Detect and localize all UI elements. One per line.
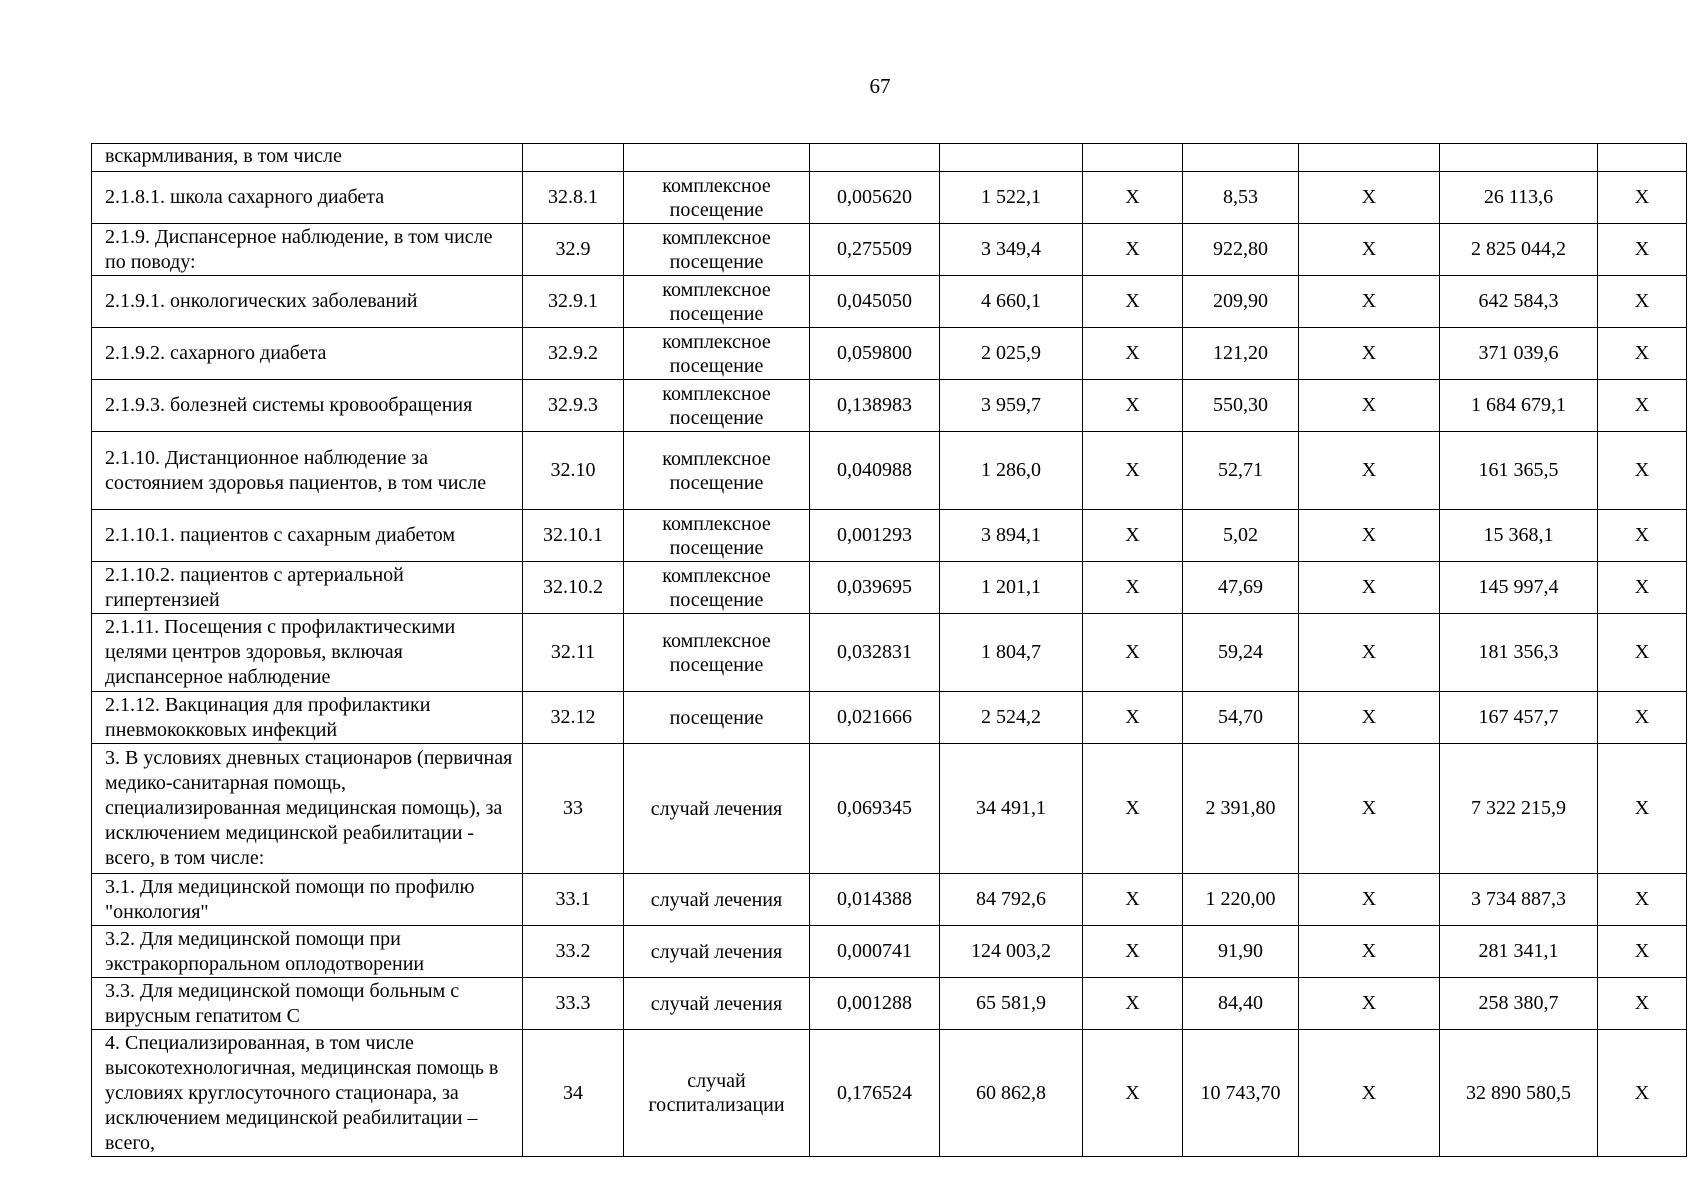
row-value-5: X xyxy=(1299,276,1440,328)
row-value-6: 2 825 044,2 xyxy=(1440,224,1598,276)
row-name: 3.2. Для медицинской помощи при экстракорпоральном оплодотворении xyxy=(92,926,523,978)
table-row xyxy=(92,328,1687,380)
row-code: 32.9.3 xyxy=(523,380,624,432)
table-row xyxy=(92,144,1687,172)
row-value-1: 0,045050 xyxy=(810,276,940,328)
table-row xyxy=(92,224,1687,276)
row-unit: комплексное посещение xyxy=(624,510,810,562)
row-value-1: 0,005620 xyxy=(810,172,940,224)
table-row xyxy=(92,744,1687,874)
row-name: 2.1.9.3. болезней системы кровообращения xyxy=(92,380,523,432)
row-name: 3.1. Для медицинской помощи по профилю "онкология" xyxy=(92,874,523,926)
row-value-5: X xyxy=(1299,978,1440,1030)
row-value-1: 0,001288 xyxy=(810,978,940,1030)
row-value-2: 2 524,2 xyxy=(940,692,1083,744)
row-value-7: X xyxy=(1598,276,1687,328)
row-value-3: X xyxy=(1083,172,1183,224)
row-code: 33.3 xyxy=(523,978,624,1030)
row-name: 2.1.10. Дистанционное наблюдение за состоянием здоровья пациентов, в том числе xyxy=(92,432,523,510)
table-row xyxy=(92,276,1687,328)
row-value-4: 209,90 xyxy=(1183,276,1299,328)
table-row xyxy=(92,978,1687,1030)
row-value-4: 2 391,80 xyxy=(1183,744,1299,874)
row-code: 32.12 xyxy=(523,692,624,744)
row-value-2: 3 349,4 xyxy=(940,224,1083,276)
row-value-4: 91,90 xyxy=(1183,926,1299,978)
row-value-5: X xyxy=(1299,172,1440,224)
page-number: 67 xyxy=(869,74,891,98)
row-value-3: X xyxy=(1083,978,1183,1030)
row-value-5: X xyxy=(1299,432,1440,510)
row-unit: комплексное посещение xyxy=(624,614,810,692)
row-value-6: 26 113,6 xyxy=(1440,172,1598,224)
row-unit: комплексное посещение xyxy=(624,380,810,432)
row-value-6: 15 368,1 xyxy=(1440,510,1598,562)
row-value-4: 52,71 xyxy=(1183,432,1299,510)
row-value-3: X xyxy=(1083,432,1183,510)
row-value-5: X xyxy=(1299,874,1440,926)
row-value-4 xyxy=(1183,144,1299,172)
row-value-7: X xyxy=(1598,926,1687,978)
row-value-1: 0,021666 xyxy=(810,692,940,744)
row-value-3: X xyxy=(1083,614,1183,692)
data-table xyxy=(91,143,1687,1157)
row-code: 33.2 xyxy=(523,926,624,978)
row-value-2: 124 003,2 xyxy=(940,926,1083,978)
row-value-5: X xyxy=(1299,1030,1440,1157)
table-row xyxy=(92,510,1687,562)
row-value-1 xyxy=(810,144,940,172)
row-value-1: 0,040988 xyxy=(810,432,940,510)
table-row xyxy=(92,380,1687,432)
row-value-7: X xyxy=(1598,874,1687,926)
row-value-4: 1 220,00 xyxy=(1183,874,1299,926)
row-value-4: 550,30 xyxy=(1183,380,1299,432)
row-value-1: 0,001293 xyxy=(810,510,940,562)
row-value-3: X xyxy=(1083,744,1183,874)
row-value-4: 10 743,70 xyxy=(1183,1030,1299,1157)
row-unit: случай госпитализации xyxy=(624,1030,810,1157)
row-unit: случай лечения xyxy=(624,744,810,874)
row-value-2: 65 581,9 xyxy=(940,978,1083,1030)
row-value-2 xyxy=(940,144,1083,172)
row-value-4: 84,40 xyxy=(1183,978,1299,1030)
table-row xyxy=(92,874,1687,926)
table-row xyxy=(92,926,1687,978)
row-value-3: X xyxy=(1083,874,1183,926)
row-value-5: X xyxy=(1299,562,1440,614)
row-value-1: 0,014388 xyxy=(810,874,940,926)
row-name: 2.1.8.1. школа сахарного диабета xyxy=(92,172,523,224)
row-value-5: X xyxy=(1299,510,1440,562)
table-row xyxy=(92,172,1687,224)
row-code: 33.1 xyxy=(523,874,624,926)
row-value-3: X xyxy=(1083,224,1183,276)
row-value-4: 121,20 xyxy=(1183,328,1299,380)
row-unit: комплексное посещение xyxy=(624,172,810,224)
row-name: 2.1.9.1. онкологических заболеваний xyxy=(92,276,523,328)
row-unit: случай лечения xyxy=(624,926,810,978)
row-value-6: 281 341,1 xyxy=(1440,926,1598,978)
row-value-6: 32 890 580,5 xyxy=(1440,1030,1598,1157)
row-value-1: 0,039695 xyxy=(810,562,940,614)
row-value-1: 0,069345 xyxy=(810,744,940,874)
row-name: 3.3. Для медицинской помощи больным с вирусным гепатитом С xyxy=(92,978,523,1030)
row-value-3: X xyxy=(1083,1030,1183,1157)
row-value-6: 161 365,5 xyxy=(1440,432,1598,510)
row-name: 3. В условиях дневных стационаров (первичная медико-санитарная помощь, специализированная медицинская помощь), за исключением медицинской реабилитации - всего, в том числе: xyxy=(92,744,523,874)
row-value-7: X xyxy=(1598,1030,1687,1157)
row-value-3: X xyxy=(1083,692,1183,744)
row-value-3: X xyxy=(1083,562,1183,614)
row-value-7: X xyxy=(1598,978,1687,1030)
row-value-3: X xyxy=(1083,926,1183,978)
row-value-7: X xyxy=(1598,692,1687,744)
row-value-7 xyxy=(1598,144,1687,172)
row-code: 32.9 xyxy=(523,224,624,276)
row-value-5: X xyxy=(1299,926,1440,978)
row-value-4: 59,24 xyxy=(1183,614,1299,692)
row-value-6: 145 997,4 xyxy=(1440,562,1598,614)
row-value-3: X xyxy=(1083,328,1183,380)
table-row xyxy=(92,614,1687,692)
row-value-6: 1 684 679,1 xyxy=(1440,380,1598,432)
row-value-2: 3 894,1 xyxy=(940,510,1083,562)
row-value-4: 47,69 xyxy=(1183,562,1299,614)
row-value-3: X xyxy=(1083,510,1183,562)
row-value-5: X xyxy=(1299,744,1440,874)
row-value-4: 5,02 xyxy=(1183,510,1299,562)
row-value-5: X xyxy=(1299,224,1440,276)
row-value-5: X xyxy=(1299,380,1440,432)
table-row xyxy=(92,432,1687,510)
row-value-1: 0,176524 xyxy=(810,1030,940,1157)
row-code: 32.9.1 xyxy=(523,276,624,328)
row-value-6: 167 457,7 xyxy=(1440,692,1598,744)
row-value-3: X xyxy=(1083,276,1183,328)
row-code: 32.8.1 xyxy=(523,172,624,224)
row-name: 2.1.9.2. сахарного диабета xyxy=(92,328,523,380)
row-code: 32.11 xyxy=(523,614,624,692)
row-value-2: 1 804,7 xyxy=(940,614,1083,692)
table-row xyxy=(92,692,1687,744)
row-value-5: X xyxy=(1299,328,1440,380)
row-name: 2.1.10.2. пациентов с артериальной гипертензией xyxy=(92,562,523,614)
row-value-5 xyxy=(1299,144,1440,172)
row-value-7: X xyxy=(1598,510,1687,562)
row-code: 33 xyxy=(523,744,624,874)
row-value-7: X xyxy=(1598,744,1687,874)
row-value-4: 8,53 xyxy=(1183,172,1299,224)
row-value-1: 0,275509 xyxy=(810,224,940,276)
row-value-7: X xyxy=(1598,172,1687,224)
row-value-2: 1 286,0 xyxy=(940,432,1083,510)
row-name: 2.1.10.1. пациентов с сахарным диабетом xyxy=(92,510,523,562)
row-name: вскармливания, в том числе xyxy=(92,144,523,172)
row-unit: комплексное посещение xyxy=(624,328,810,380)
row-code: 32.10.1 xyxy=(523,510,624,562)
row-value-2: 84 792,6 xyxy=(940,874,1083,926)
row-value-6: 642 584,3 xyxy=(1440,276,1598,328)
row-value-7: X xyxy=(1598,224,1687,276)
row-value-4: 54,70 xyxy=(1183,692,1299,744)
row-name: 2.1.12. Вакцинация для профилактики пневмококковых инфекций xyxy=(92,692,523,744)
row-value-7: X xyxy=(1598,432,1687,510)
row-value-6: 7 322 215,9 xyxy=(1440,744,1598,874)
row-value-4: 922,80 xyxy=(1183,224,1299,276)
row-value-6: 371 039,6 xyxy=(1440,328,1598,380)
row-value-3: X xyxy=(1083,380,1183,432)
row-value-7: X xyxy=(1598,562,1687,614)
row-unit: посещение xyxy=(624,692,810,744)
row-value-7: X xyxy=(1598,614,1687,692)
table-row xyxy=(92,562,1687,614)
row-value-6: 3 734 887,3 xyxy=(1440,874,1598,926)
row-unit: комплексное посещение xyxy=(624,432,810,510)
row-value-5: X xyxy=(1299,614,1440,692)
row-code xyxy=(523,144,624,172)
row-value-1: 0,000741 xyxy=(810,926,940,978)
row-unit: случай лечения xyxy=(624,874,810,926)
row-value-7: X xyxy=(1598,328,1687,380)
row-value-3 xyxy=(1083,144,1183,172)
row-code: 32.10.2 xyxy=(523,562,624,614)
row-value-2: 4 660,1 xyxy=(940,276,1083,328)
row-code: 32.9.2 xyxy=(523,328,624,380)
row-code: 34 xyxy=(523,1030,624,1157)
row-name: 2.1.9. Диспансерное наблюдение, в том числе по поводу: xyxy=(92,224,523,276)
row-value-1: 0,059800 xyxy=(810,328,940,380)
row-unit: комплексное посещение xyxy=(624,276,810,328)
row-value-2: 1 522,1 xyxy=(940,172,1083,224)
row-value-6 xyxy=(1440,144,1598,172)
row-unit xyxy=(624,144,810,172)
row-value-2: 1 201,1 xyxy=(940,562,1083,614)
row-value-1: 0,032831 xyxy=(810,614,940,692)
row-name: 4. Специализированная, в том числе высокотехнологичная, медицинская помощь в условиях круглосуточного стационара, за исключением медицинской реабилитации – всего, xyxy=(92,1030,523,1157)
row-unit: комплексное посещение xyxy=(624,224,810,276)
row-value-2: 34 491,1 xyxy=(940,744,1083,874)
row-value-1: 0,138983 xyxy=(810,380,940,432)
row-value-2: 3 959,7 xyxy=(940,380,1083,432)
row-unit: комплексное посещение xyxy=(624,562,810,614)
row-value-5: X xyxy=(1299,692,1440,744)
row-value-2: 2 025,9 xyxy=(940,328,1083,380)
table-row xyxy=(92,1030,1687,1157)
row-unit: случай лечения xyxy=(624,978,810,1030)
row-code: 32.10 xyxy=(523,432,624,510)
row-name: 2.1.11. Посещения с профилактическими целями центров здоровья, включая диспансерное наблюдение xyxy=(92,614,523,692)
row-value-6: 181 356,3 xyxy=(1440,614,1598,692)
row-value-7: X xyxy=(1598,380,1687,432)
row-value-6: 258 380,7 xyxy=(1440,978,1598,1030)
row-value-2: 60 862,8 xyxy=(940,1030,1083,1157)
